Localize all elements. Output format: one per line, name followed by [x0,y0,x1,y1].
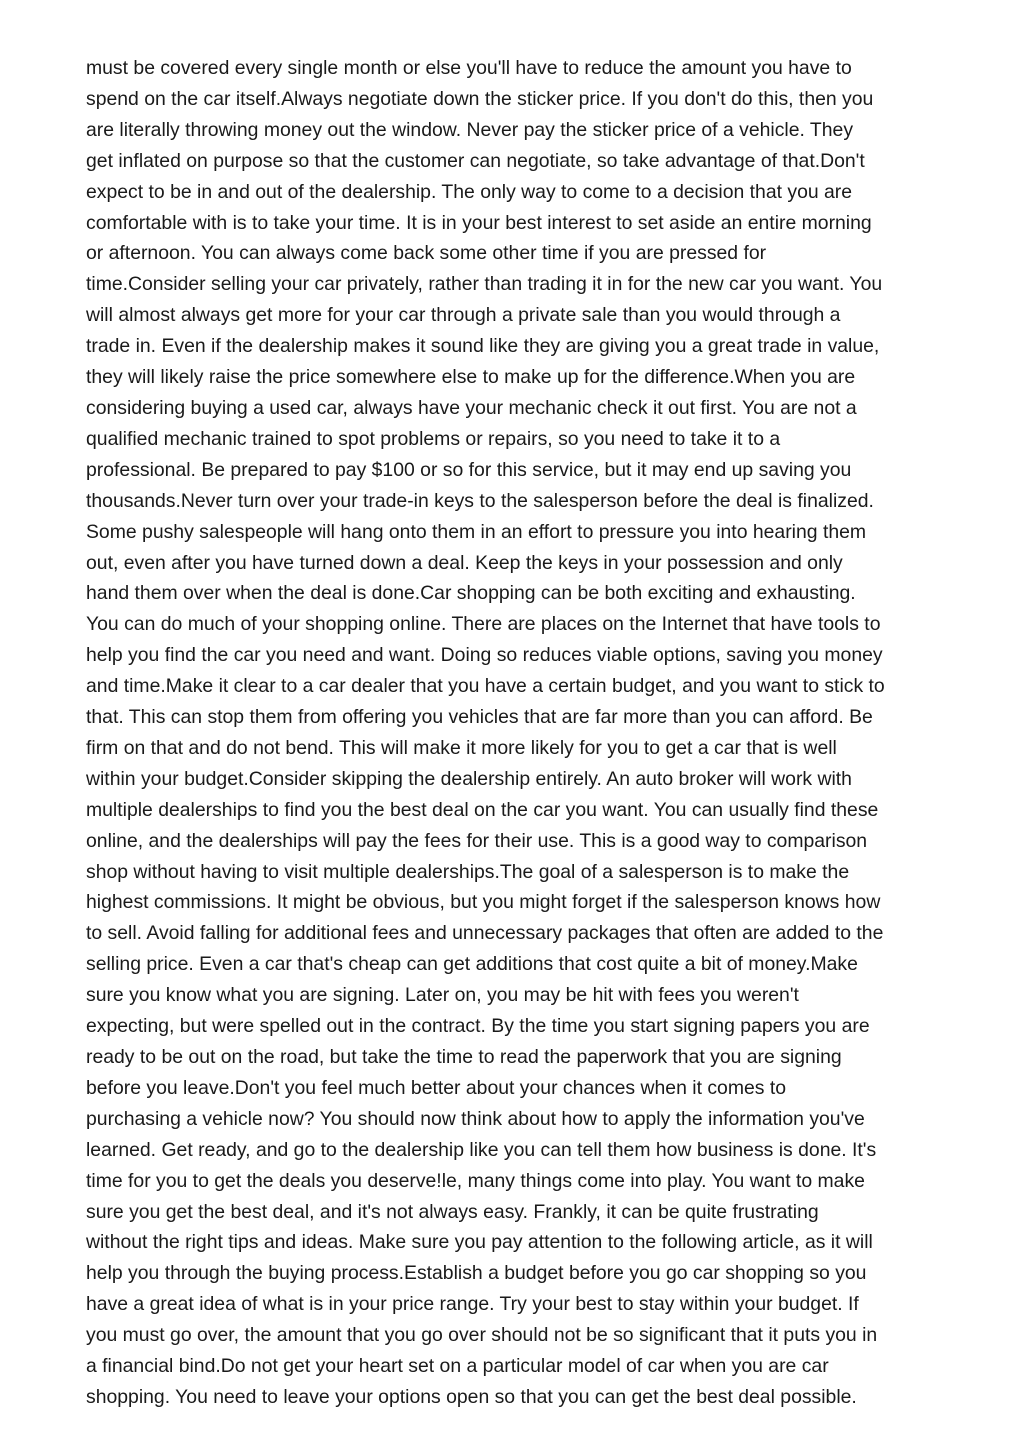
text-line: online, and the dealerships will pay the fees for their use. This is a good way to comparison [86,829,868,852]
text-line: ready to be out on the road, but take the time to read the paperwork that you are signing [86,1046,842,1068]
text-line: professional. Be prepared to pay $100 or so for this service, but it may end up saving you [86,458,852,481]
text-line: will almost always get more for your car through a private sale than you would through a [86,304,841,327]
text-line: out, even after you have turned down a deal. Keep the keys in your possession and only [86,551,843,574]
text-line: sure you know what you are signing. Later on, you may be hit with fees you weren't [86,984,799,1007]
text-line: without the right tips and ideas. Make sure you pay attention to the following article, as it will [86,1231,873,1254]
text-line: are literally throwing money out the window. Never pay the sticker price of a vehicle. They [86,118,854,141]
text-line: firm on that and do not bend. This will make it more likely for you to get a car that is well [86,736,837,759]
text-line: selling price. Even a car that's cheap can get additions that cost quite a bit of money.Make [86,953,858,976]
text-line: trade in. Even if the dealership makes it sound like they are giving you a great trade in value, [86,335,880,358]
text-line: and time.Make it clear to a car dealer that you have a certain budget, and you want to stick to [86,675,885,698]
text-line: help you find the car you need and want. Doing so reduces viable options, saving you money [86,644,883,667]
text-line: highest commissions. It might be obvious, but you might forget if the salesperson knows how [86,891,881,914]
text-line: they will likely raise the price somewhere else to make up for the difference.When you are [86,366,856,389]
text-line: time.Consider selling your car privately, rather than trading it in for the new car you want. You [86,273,883,296]
text-line: expecting, but were spelled out in the contract. By the time you start signing papers you are [86,1015,870,1038]
text-line: must be covered every single month or else you'll have to reduce the amount you have to [86,57,852,79]
text-line: You can do much of your shopping online. There are places on the Internet that have tools to [86,613,881,636]
text-line: shopping. You need to leave your options open so that you can get the best deal possible. [86,1385,857,1408]
text-line: expect to be in and out of the dealership. The only way to come to a decision that you are [86,180,853,203]
text-line: qualified mechanic trained to spot problems or repairs, so you need to take it to a [86,427,781,450]
body-text [86,53,956,1413]
text-line: within your budget.Consider skipping the dealership entirely. An auto broker will work with [86,767,852,790]
text-line: help you through the buying process.Establish a budget before you go car shopping so you [86,1262,867,1285]
text-line: spend on the car itself.Always negotiate down the sticker price. If you don't do this, then you [86,87,874,110]
text-line: multiple dealerships to find you the best deal on the car you want. You can usually find these [86,798,879,821]
text-line: before you leave.Don't you feel much better about your chances when it comes to [86,1076,787,1099]
text-line: shop without having to visit multiple dealerships.The goal of a salesperson is to make the [86,860,850,883]
text-line: purchasing a vehicle now? You should now think about how to apply the information you've [86,1107,865,1130]
text-line: to sell. Avoid falling for additional fees and unnecessary packages that often are added to the [86,922,884,945]
text-line: thousands.Never turn over your trade-in keys to the salesperson before the deal is finalized. [86,489,874,512]
text-line: have a great idea of what is in your price range. Try your best to stay within your budget. If [86,1293,859,1316]
text-line: learned. Get ready, and go to the dealership like you can tell them how business is done. It's [86,1138,877,1161]
text-line: time for you to get the deals you deserve!le, many things come into play. You want to make [86,1169,865,1192]
text-line: considering buying a used car, always have your mechanic check it out first. You are not a [86,396,857,419]
text-line: that. This can stop them from offering you vehicles that are far more than you can afford. Be [86,706,873,729]
text-line: or afternoon. You can always come back some other time if you are pressed for [86,242,767,265]
text-line: hand them over when the deal is done.Car shopping can be both exciting and exhausting. [86,582,856,605]
text-line: get inflated on purpose so that the customer can negotiate, so take advantage of that.Don't [86,149,865,172]
text-line: you must go over, the amount that you go over should not be so significant that it puts you in [86,1324,878,1347]
text-line: Some pushy salespeople will hang onto them in an effort to pressure you into hearing them [86,520,867,543]
text-line: comfortable with is to take your time. It is in your best interest to set aside an entire morning [86,211,872,234]
text-line: a financial bind.Do not get your heart set on a particular model of car when you are car [86,1355,829,1378]
text-line: sure you get the best deal, and it's not always easy. Frankly, it can be quite frustrating [86,1200,819,1223]
